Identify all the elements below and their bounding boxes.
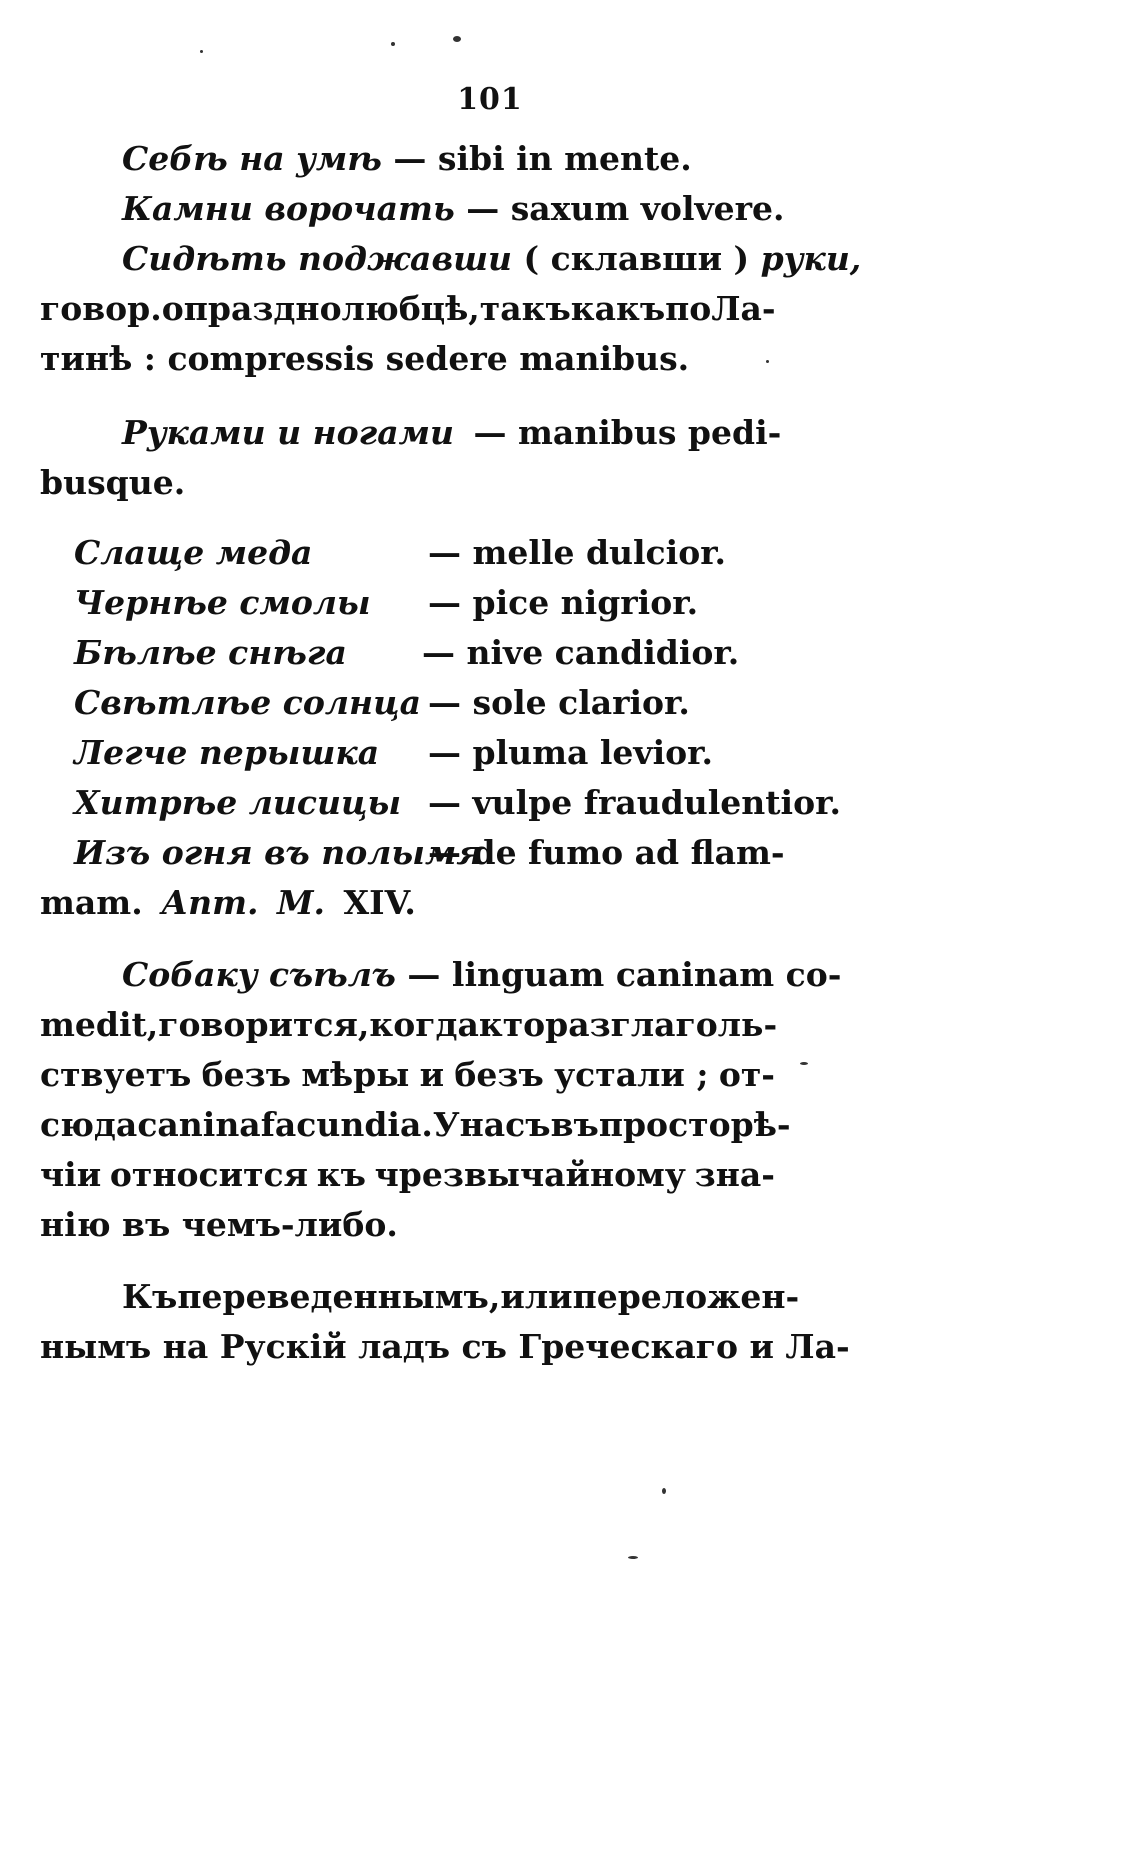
word: mam. bbox=[40, 883, 143, 922]
text-line bbox=[40, 883, 416, 922]
entry-gloss: ( склавши ) bbox=[512, 239, 761, 278]
word: facundia. bbox=[260, 1105, 433, 1144]
text-line bbox=[40, 1005, 778, 1044]
comparison-russian: Свѣтлѣе солнца bbox=[74, 683, 421, 722]
page-number: 101 bbox=[457, 82, 523, 117]
comparison-russian: Легче перышка bbox=[74, 733, 380, 772]
entry-russian: Камни ворочать bbox=[122, 189, 455, 228]
comparison-latin: — pice nigrior. bbox=[428, 583, 699, 622]
word: къ bbox=[316, 1155, 366, 1194]
entry-rukami-i-nogami bbox=[122, 413, 782, 452]
entry-kamni-vorochat bbox=[122, 189, 785, 228]
word: о bbox=[161, 289, 184, 328]
scan-speck bbox=[391, 42, 395, 46]
word: когда bbox=[369, 1005, 479, 1044]
entry-latin: — sibi in mente. bbox=[381, 139, 692, 178]
word: ствуетъ bbox=[40, 1055, 192, 1094]
word: зна- bbox=[694, 1155, 775, 1194]
word: У bbox=[432, 1105, 460, 1144]
word: въ bbox=[550, 1105, 599, 1144]
entry-russian-end: руки, bbox=[760, 239, 862, 278]
comparison-russian: Слаще меда bbox=[74, 533, 313, 572]
comparison-russian: Чернѣе смолы bbox=[74, 583, 371, 622]
word: какъ bbox=[570, 289, 666, 328]
scan-speck bbox=[453, 36, 461, 42]
scan-speck bbox=[200, 50, 203, 53]
text-line bbox=[40, 339, 690, 378]
word: безъ bbox=[454, 1055, 544, 1094]
word: такъ bbox=[479, 289, 571, 328]
text-line bbox=[40, 1105, 791, 1144]
word: чрезвычайному bbox=[374, 1155, 686, 1194]
comparison-latin: — melle dulcior. bbox=[428, 533, 727, 572]
word: или bbox=[500, 1277, 573, 1316]
word: сюда bbox=[40, 1105, 138, 1144]
comparison-russian: Хитрѣе лисицы bbox=[74, 783, 402, 822]
text-line bbox=[40, 289, 776, 328]
abbreviation: М. bbox=[277, 883, 326, 922]
word: относится bbox=[109, 1155, 309, 1194]
entry-sobaku-sel bbox=[122, 955, 842, 994]
entry-russian: Себѣ на умѣ bbox=[122, 139, 382, 178]
word: мѣры bbox=[301, 1055, 410, 1094]
scan-speck bbox=[662, 1488, 666, 1494]
scan-speck bbox=[800, 1062, 808, 1065]
text-line: busque. bbox=[40, 463, 186, 502]
word: по bbox=[665, 289, 712, 328]
text-line: нію въ чемъ-либо. bbox=[40, 1205, 398, 1244]
text-line: нымъ на Рускій ладъ съ Греческаго и Ла- bbox=[40, 1327, 850, 1366]
comparison-russian: Бѣлѣе снѣга bbox=[74, 633, 347, 672]
entry-latin: — linguam caninam co- bbox=[395, 955, 842, 994]
word: говор. bbox=[40, 289, 162, 328]
entry-sebe-na-ume bbox=[122, 139, 692, 178]
word: canina bbox=[137, 1105, 261, 1144]
line-text: тинѣ : compressis sedere manibus. bbox=[40, 339, 690, 378]
comparison-latin: — vulpe fraudulentior. bbox=[428, 783, 841, 822]
word: празднолюбцѣ, bbox=[183, 289, 480, 328]
word: medit, bbox=[40, 1005, 159, 1044]
entry-russian: Собаку съѣлъ bbox=[122, 955, 396, 994]
text-line bbox=[40, 1055, 775, 1094]
text-line bbox=[122, 1277, 800, 1316]
scan-speck bbox=[766, 360, 769, 363]
word: разглаголь- bbox=[545, 1005, 778, 1044]
word: Къ bbox=[122, 1277, 178, 1316]
entry-russian: Сидѣть поджавши bbox=[122, 239, 513, 278]
text-line bbox=[40, 1155, 775, 1194]
comparison-latin: — de fumo ad flam- bbox=[428, 833, 785, 872]
word: устали ; bbox=[554, 1055, 709, 1094]
word: насъ bbox=[459, 1105, 551, 1144]
word: Ла- bbox=[711, 289, 776, 328]
entry-latin: — saxum volvere. bbox=[454, 189, 785, 228]
roman-numeral: XIV. bbox=[343, 883, 416, 922]
comparison-russian: Изъ огня въ полымя bbox=[74, 833, 483, 872]
abbreviation: Апт. bbox=[161, 883, 259, 922]
comparison-latin: — pluma levior. bbox=[428, 733, 713, 772]
word: просторѣ- bbox=[598, 1105, 791, 1144]
word: говорится, bbox=[158, 1005, 370, 1044]
comparison-latin: — sole clarior. bbox=[428, 683, 690, 722]
entry-russian: Руками и ногами bbox=[122, 413, 454, 452]
word: кто bbox=[478, 1005, 546, 1044]
entry-sidet-podzhavshi bbox=[122, 239, 862, 278]
word: переведеннымъ, bbox=[177, 1277, 501, 1316]
word: чіи bbox=[40, 1155, 102, 1194]
comparison-latin: — nive candidior. bbox=[422, 633, 740, 672]
scan-speck bbox=[628, 1556, 638, 1559]
entry-latin: — manibus pedi- bbox=[461, 413, 782, 452]
word: безъ bbox=[201, 1055, 292, 1094]
word: переложен- bbox=[572, 1277, 800, 1316]
word: от- bbox=[718, 1055, 775, 1094]
word: и bbox=[419, 1055, 445, 1094]
